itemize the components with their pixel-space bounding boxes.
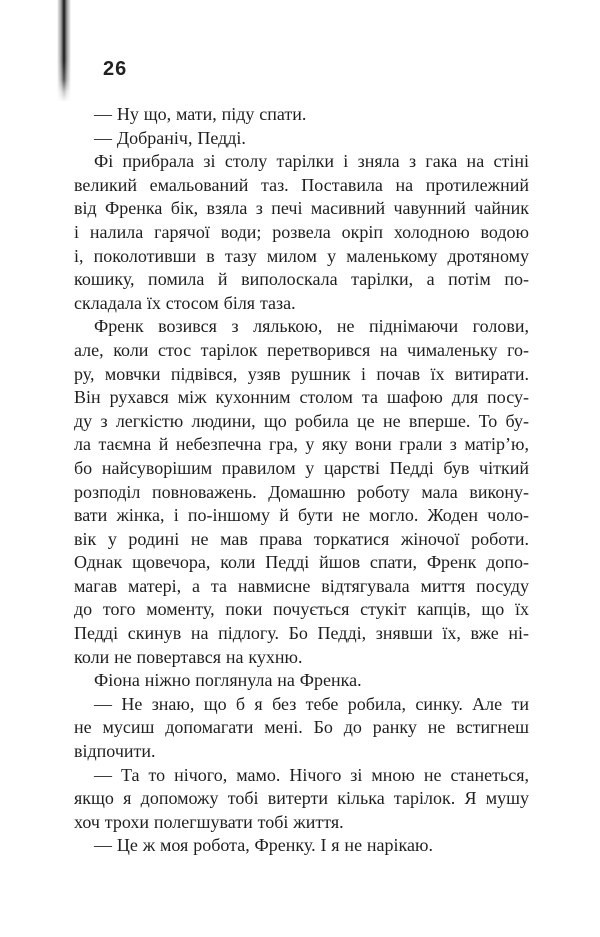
narration-text-line: Фіона ніжно поглянула на Френка. — [94, 670, 362, 691]
narration-text-line: до того моменту, поки почується стукіт капців, що їх — [74, 599, 529, 620]
page-number: 26 — [103, 58, 128, 80]
narration-text-line: ру, мовчки підвівся, узяв рушник і почав їх витирати. — [74, 363, 529, 384]
dialog-text-line: відпочити. — [74, 741, 156, 762]
narration-text-line: кошику, помила й виполоскала тарілки, а потім по- — [74, 269, 529, 290]
dialog-text-line: — Це ж моя робота, Френку. І я не нарікаю. — [94, 835, 433, 856]
narration-text-line: Фі прибрала зі столу тарілки і зняла з гака на стіні — [94, 151, 529, 172]
narration-text-line: Педді скинув на підлогу. Бо Педді, знявши їх, вже ні- — [74, 623, 529, 644]
narration-text-line: вати жінка, і по-іншому й бути не могло. Жоден чоло- — [74, 505, 529, 526]
narration-text-line: Френк возився з лялькою, не піднімаючи голови, — [94, 316, 529, 337]
narration-text-line: Він рухався між кухонним столом та шафою для посу- — [74, 387, 529, 408]
dialog-text-line: — Не знаю, що б я без тебе робила, синку. Але ти — [94, 693, 529, 714]
narration-text-line: ла таємна й небезпечна гра, у яку вони грали з матір’ю, — [74, 434, 529, 455]
narration-text-line: і налила гарячої води; розвела окріп холодною водою — [74, 221, 529, 242]
narration-text-line: великий емальований таз. Поставила на протилежний — [74, 174, 529, 195]
narration-text-line: і, поколотивши в тазу милом у маленькому дротяному — [74, 245, 529, 266]
narration-text-line: складала їх стосом біля таза. — [74, 292, 296, 313]
dialog-text-line: — Ну що, мати, піду спати. — [94, 104, 307, 124]
narration-text-line: вік у родині не мав права торкатися жіночої роботи. — [74, 528, 529, 549]
narration-text-line: але, коли стос тарілок перетворився на чималеньку го- — [74, 339, 529, 360]
narration-text-line: ду з легкістю людини, що робила це не вперше. То бу- — [74, 410, 529, 431]
narration-text-line: коли не повертався на кухню. — [74, 646, 303, 667]
narration-text-line: бо найсуворішим правилом у царстві Педді був чіткий — [74, 457, 529, 478]
dialog-text-line: не мусиш допомагати мені. Бо до ранку не встигнеш — [74, 717, 529, 738]
body-text-block — [74, 103, 529, 858]
narration-text-line: Однак щовечора, коли Педді йшов спати, Френк допо- — [74, 552, 529, 573]
dialog-text-line: — Добраніч, Педді. — [94, 127, 246, 148]
book-spine-shadow — [57, 0, 71, 102]
dialog-text-line: — Та то нічого, мамо. Нічого зі мною не станеться, — [94, 764, 529, 785]
narration-text-line: від Френка бік, взяла з печі масивний чавунний чайник — [74, 198, 529, 219]
dialog-text-line: хоч трохи полегшувати тобі життя. — [74, 811, 344, 832]
narration-text-line: розподіл повноважень. Домашню роботу мала викону- — [74, 481, 529, 502]
dialog-text-line: якщо я допоможу тобі витерти кілька тарілок. Я мушу — [74, 788, 529, 809]
narration-text-line: магав матері, а та навмисне відтягувала миття посуду — [74, 575, 529, 596]
